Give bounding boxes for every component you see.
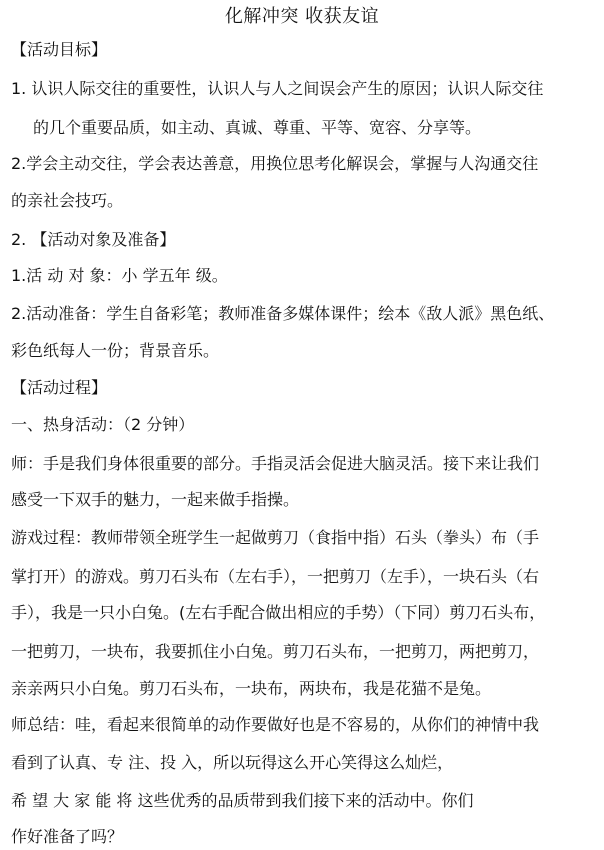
paragraph-line: 师总结：哇，看起来很简单的动作要做好也是不容易的，从你们的神情中我 (11, 715, 540, 734)
paragraph-line: 亲亲两只小白兔。剪刀石头布，一块布，两块布，我是花猫不是兔。 (11, 679, 492, 698)
paragraph-line: 一把剪刀，一块布，我要抓住小白兔。剪刀石头布，一把剪刀，两把剪刀， (11, 642, 540, 661)
paragraph-line: 2.活动准备：学生自备彩笔；教师准备多媒体课件；绘本《敌人派》黑色纸、 (11, 304, 555, 323)
section-heading-audience: 2. 【活动对象及准备】 (11, 230, 176, 249)
paragraph-line: 手），我是一只小白兔。(左右手配合做出相应的手势）（下同）剪刀石头布， (11, 603, 546, 622)
paragraph-line: 希 望 大 家 能 将 这些优秀的品质带到我们接下来的活动中。你们 (11, 791, 474, 810)
paragraph-line: 的亲社会技巧。 (11, 191, 124, 210)
paragraph-line: 看到了认真、专 注、投 入，所以玩得这么开心笑得这么灿烂， (11, 753, 454, 772)
paragraph-line: 游戏过程：教师带领全班学生一起做剪刀（食指中指）石头（拳头）布（手 (11, 528, 540, 547)
section-heading-goals: 【活动目标】 (11, 40, 108, 59)
paragraph-line: 感受一下双手的魅力，一起来做手指操。 (11, 490, 300, 509)
paragraph-line: 1. 认识人际交往的重要性，认识人与人之间误会产生的原因；认识人际交往 (11, 79, 544, 98)
section-heading-process: 【活动过程】 (11, 378, 108, 397)
paragraph-line: 2.学会主动交往，学会表达善意，用换位思考化解误会，掌握与人沟通交往 (11, 154, 539, 173)
paragraph-line: 的几个重要品质，如主动、真诚、尊重、平等、宽容、分享等。 (33, 118, 482, 137)
paragraph-line: 彩色纸每人一份；背景音乐。 (11, 341, 220, 360)
paragraph-line: 1.活 动 对 象：小 学五年 级。 (11, 266, 228, 285)
paragraph-line: 作好准备了吗？ (11, 827, 124, 846)
paragraph-line: 师：手是我们身体很重要的部分。手指灵活会促进大脑灵活。接下来让我们 (11, 454, 540, 473)
paragraph-line: 掌打开）的游戏。剪刀石头布（左右手），一把剪刀（左手），一块石头（右 (11, 567, 540, 586)
document-title: 化解冲突 收获友谊 (224, 6, 380, 27)
subheading-warmup: 一、热身活动：（2 分钟） (11, 415, 195, 434)
